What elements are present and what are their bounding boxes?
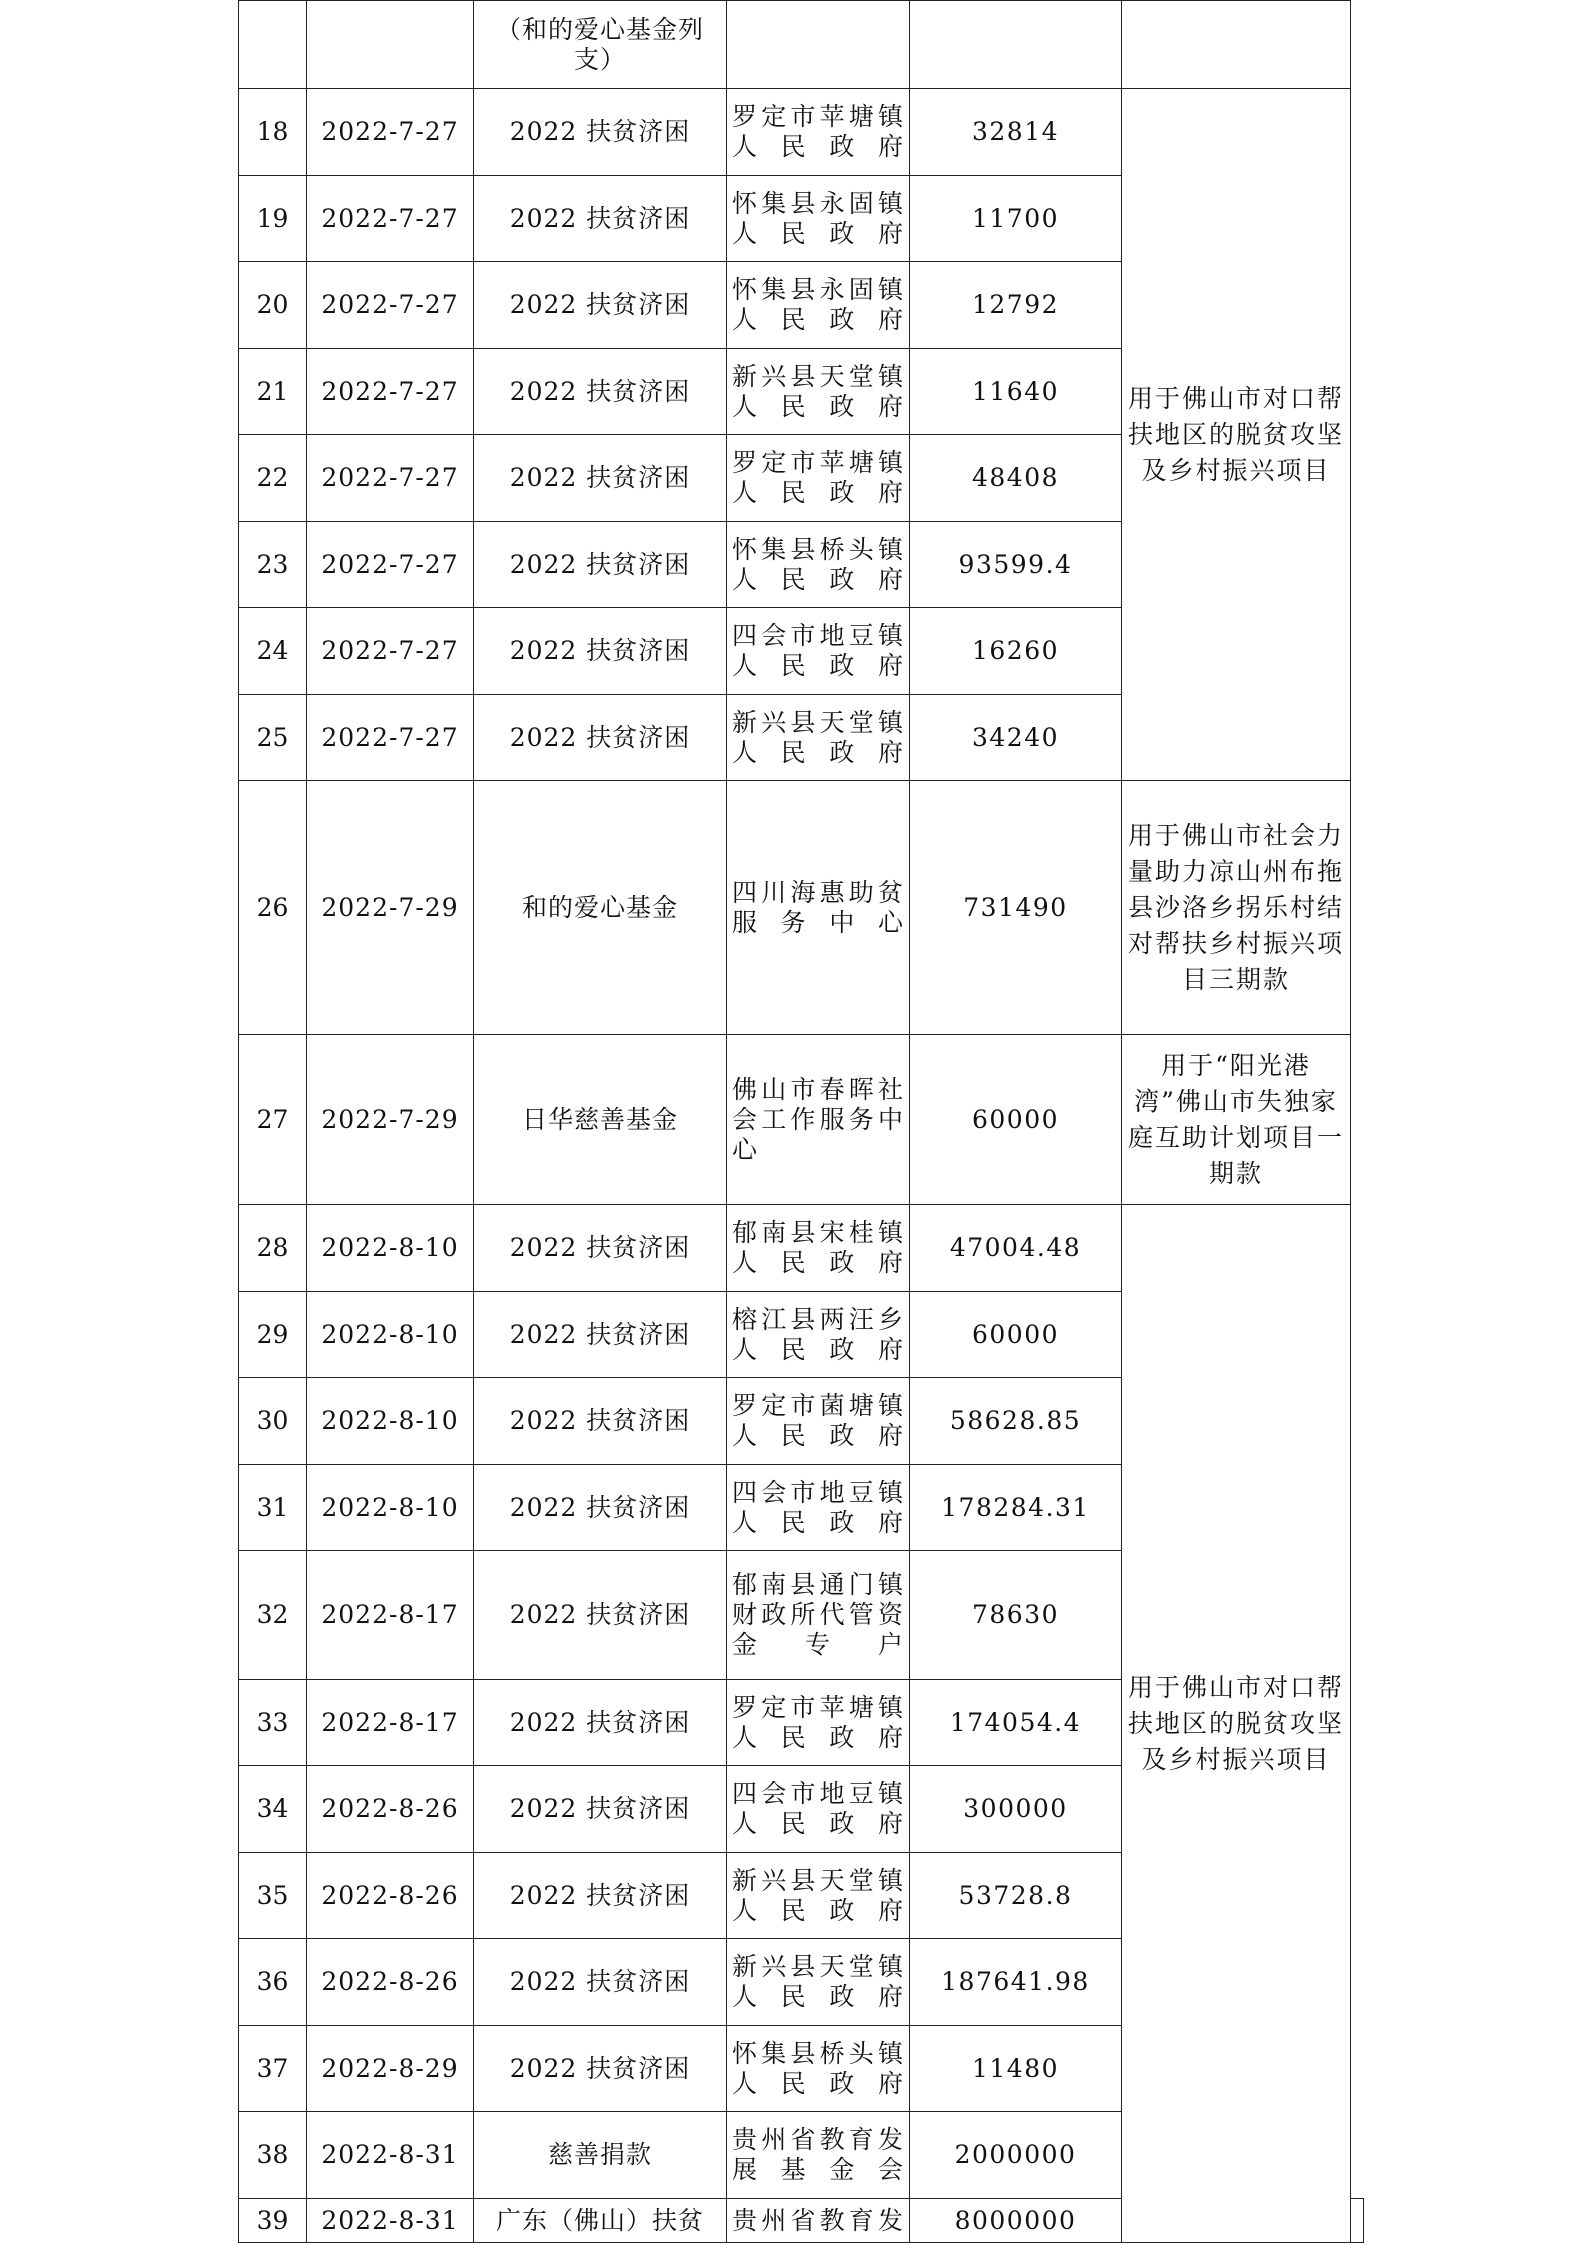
- recipient-cell: 新兴县天堂镇人民政府: [727, 695, 910, 781]
- date-cell: 2022-7-29: [307, 781, 474, 1035]
- recipient-cell: 罗定市苹塘镇人民政府: [727, 435, 910, 522]
- date-cell: 2022-7-27: [307, 435, 474, 522]
- fund-cell: 2022 扶贫济困: [474, 1680, 727, 1766]
- amount-cell: 60000: [910, 1035, 1122, 1205]
- recipient-cell: 四川海惠助贫服务中心: [727, 781, 910, 1035]
- recipient-cell: 郁南县宋桂镇人民政府: [727, 1205, 910, 1292]
- date-cell: 2022-8-26: [307, 1853, 474, 1939]
- fund-cell: 慈善捐款: [474, 2112, 727, 2199]
- date-cell: 2022-8-10: [307, 1378, 474, 1465]
- table-row: [239, 781, 1364, 1035]
- fund-cell: 2022 扶贫济困: [474, 608, 727, 695]
- recipient-cell: 四会市地豆镇人民政府: [727, 1465, 910, 1551]
- fund-cell: 2022 扶贫济困: [474, 262, 727, 349]
- date-cell: 2022-8-17: [307, 1551, 474, 1680]
- row-number-cell: 19: [239, 176, 307, 262]
- row-number-cell: 32: [239, 1551, 307, 1680]
- recipient-cell: 新兴县天堂镇人民政府: [727, 349, 910, 435]
- row-number-cell: [239, 1, 307, 89]
- row-number-cell: 24: [239, 608, 307, 695]
- fund-cell: 2022 扶贫济困: [474, 1292, 727, 1378]
- purpose-cell: [1122, 1, 1351, 89]
- row-number-cell: 39: [239, 2199, 307, 2243]
- date-cell: 2022-7-27: [307, 608, 474, 695]
- recipient-cell: 怀集县永固镇人民政府: [727, 176, 910, 262]
- fund-cell: 2022 扶贫济困: [474, 1551, 727, 1680]
- fund-cell: 广东（佛山）扶贫: [474, 2199, 727, 2243]
- fund-cell: 2022 扶贫济困: [474, 1205, 727, 1292]
- fund-cell: 2022 扶贫济困: [474, 1853, 727, 1939]
- amount-cell: 78630: [910, 1551, 1122, 1680]
- recipient-cell: 四会市地豆镇人民政府: [727, 608, 910, 695]
- amount-cell: 48408: [910, 435, 1122, 522]
- table-row: [239, 1205, 1364, 1292]
- row-number-cell: 23: [239, 522, 307, 608]
- recipient-cell: 贵州省教育发: [727, 2199, 910, 2243]
- fund-cell: （和的爱心基金列支）: [474, 1, 727, 89]
- amount-cell: 11700: [910, 176, 1122, 262]
- amount-cell: 60000: [910, 1292, 1122, 1378]
- fund-cell: 2022 扶贫济困: [474, 435, 727, 522]
- table-row: [239, 1035, 1364, 1205]
- row-number-cell: 33: [239, 1680, 307, 1766]
- amount-cell: 93599.4: [910, 522, 1122, 608]
- purpose-cell: 用于佛山市社会力量助力凉山州布拖县沙洛乡拐乐村结对帮扶乡村振兴项目三期款: [1122, 781, 1351, 1035]
- date-cell: [307, 1, 474, 89]
- donation-expenditure-table: [238, 0, 1364, 2243]
- date-cell: 2022-8-10: [307, 1465, 474, 1551]
- date-cell: 2022-8-29: [307, 2026, 474, 2112]
- fund-cell: 2022 扶贫济困: [474, 1939, 727, 2026]
- recipient-cell: 四会市地豆镇人民政府: [727, 1766, 910, 1853]
- recipient-cell: 佛山市春晖社会工作服务中心: [727, 1035, 910, 1205]
- fund-cell: 2022 扶贫济困: [474, 349, 727, 435]
- date-cell: 2022-8-10: [307, 1205, 474, 1292]
- fund-cell: 2022 扶贫济困: [474, 695, 727, 781]
- row-number-cell: 27: [239, 1035, 307, 1205]
- amount-cell: [910, 1, 1122, 89]
- recipient-cell: 怀集县永固镇人民政府: [727, 262, 910, 349]
- table-row: [239, 89, 1364, 176]
- table-row: [239, 1, 1364, 89]
- date-cell: 2022-7-27: [307, 349, 474, 435]
- recipient-cell: 罗定市苹塘镇人民政府: [727, 89, 910, 176]
- date-cell: 2022-7-27: [307, 262, 474, 349]
- fund-cell: 2022 扶贫济困: [474, 1465, 727, 1551]
- date-cell: 2022-7-29: [307, 1035, 474, 1205]
- amount-cell: 47004.48: [910, 1205, 1122, 1292]
- recipient-cell: 郁南县通门镇财政所代管资金专户: [727, 1551, 910, 1680]
- row-number-cell: 29: [239, 1292, 307, 1378]
- amount-cell: 11640: [910, 349, 1122, 435]
- row-number-cell: 25: [239, 695, 307, 781]
- recipient-cell: 怀集县桥头镇人民政府: [727, 522, 910, 608]
- row-number-cell: 26: [239, 781, 307, 1035]
- amount-cell: 34240: [910, 695, 1122, 781]
- amount-cell: 300000: [910, 1766, 1122, 1853]
- purpose-cell: [1351, 2199, 1364, 2243]
- recipient-cell: 罗定市菌塘镇人民政府: [727, 1378, 910, 1465]
- recipient-cell: 怀集县桥头镇人民政府: [727, 2026, 910, 2112]
- row-number-cell: 37: [239, 2026, 307, 2112]
- fund-cell: 2022 扶贫济困: [474, 89, 727, 176]
- row-number-cell: 21: [239, 349, 307, 435]
- fund-cell: 2022 扶贫济困: [474, 522, 727, 608]
- row-number-cell: 35: [239, 1853, 307, 1939]
- amount-cell: 174054.4: [910, 1680, 1122, 1766]
- date-cell: 2022-7-27: [307, 89, 474, 176]
- recipient-cell: 榕江县两汪乡人民政府: [727, 1292, 910, 1378]
- row-number-cell: 36: [239, 1939, 307, 2026]
- fund-cell: 2022 扶贫济困: [474, 1766, 727, 1853]
- date-cell: 2022-8-31: [307, 2199, 474, 2243]
- purpose-cell: 用于佛山市对口帮扶地区的脱贫攻坚及乡村振兴项目: [1122, 1205, 1351, 2243]
- amount-cell: 12792: [910, 262, 1122, 349]
- row-number-cell: 34: [239, 1766, 307, 1853]
- amount-cell: 32814: [910, 89, 1122, 176]
- row-number-cell: 22: [239, 435, 307, 522]
- recipient-cell: [727, 1, 910, 89]
- fund-cell: 2022 扶贫济困: [474, 2026, 727, 2112]
- fund-cell: 和的爱心基金: [474, 781, 727, 1035]
- date-cell: 2022-7-27: [307, 522, 474, 608]
- fund-cell: 2022 扶贫济困: [474, 176, 727, 262]
- date-cell: 2022-8-26: [307, 1939, 474, 2026]
- row-number-cell: 30: [239, 1378, 307, 1465]
- fund-cell: 日华慈善基金: [474, 1035, 727, 1205]
- recipient-cell: 新兴县天堂镇人民政府: [727, 1939, 910, 2026]
- amount-cell: 58628.85: [910, 1378, 1122, 1465]
- date-cell: 2022-8-10: [307, 1292, 474, 1378]
- amount-cell: 187641.98: [910, 1939, 1122, 2026]
- row-number-cell: 28: [239, 1205, 307, 1292]
- recipient-cell: 新兴县天堂镇人民政府: [727, 1853, 910, 1939]
- recipient-cell: 贵州省教育发展基金会: [727, 2112, 910, 2199]
- fund-cell: 2022 扶贫济困: [474, 1378, 727, 1465]
- amount-cell: 11480: [910, 2026, 1122, 2112]
- date-cell: 2022-8-17: [307, 1680, 474, 1766]
- date-cell: 2022-8-26: [307, 1766, 474, 1853]
- amount-cell: 8000000: [910, 2199, 1122, 2243]
- date-cell: 2022-8-31: [307, 2112, 474, 2199]
- row-number-cell: 38: [239, 2112, 307, 2199]
- amount-cell: 2000000: [910, 2112, 1122, 2199]
- amount-cell: 16260: [910, 608, 1122, 695]
- purpose-cell: 用于“阳光港湾”佛山市失独家庭互助计划项目一期款: [1122, 1035, 1351, 1205]
- purpose-cell: 用于佛山市对口帮扶地区的脱贫攻坚及乡村振兴项目: [1122, 89, 1351, 781]
- amount-cell: 53728.8: [910, 1853, 1122, 1939]
- date-cell: 2022-7-27: [307, 176, 474, 262]
- row-number-cell: 20: [239, 262, 307, 349]
- amount-cell: 178284.31: [910, 1465, 1122, 1551]
- row-number-cell: 31: [239, 1465, 307, 1551]
- amount-cell: 731490: [910, 781, 1122, 1035]
- date-cell: 2022-7-27: [307, 695, 474, 781]
- recipient-cell: 罗定市苹塘镇人民政府: [727, 1680, 910, 1766]
- row-number-cell: 18: [239, 89, 307, 176]
